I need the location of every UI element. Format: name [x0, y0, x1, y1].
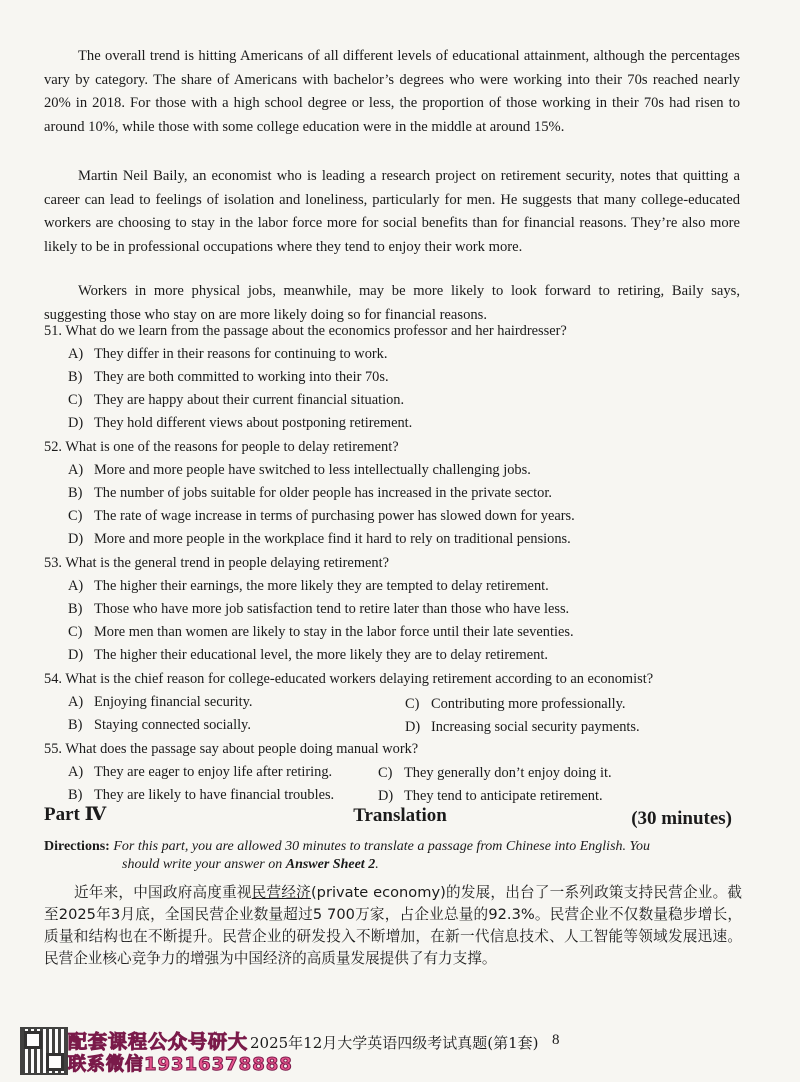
qr-code-icon	[20, 1027, 68, 1075]
question-51-option-d[interactable]: D) They hold different views about postponing retirement.	[68, 415, 413, 431]
watermark-line-1: 配套课程公众号研大	[68, 1031, 249, 1053]
question-55-option-b[interactable]: B) They are likely to have financial troubles.	[68, 787, 335, 803]
underlined-term: 民营经济	[251, 884, 311, 901]
translation-passage: 近年来，中国政府高度重视民营经济(private economy)的发展，出台了一系列政策支持民营企业。截至2025年3月底，全国民营企业数量超过5 700万家，占企业总量的92.3%。民营企业不仅数量稳步增长，质量和结构也在不断提升。民营企业的研发投入不断增加，在新一代信息技术、人工智能等领域发展迅速。民营企业核心竞争力的增强为中国经济的高质量发展提供了有力支撑。	[44, 884, 742, 967]
question-55-stem: 55. What does the passage say about people doing manual work?	[44, 741, 419, 757]
part-time-limit: (30 minutes)	[631, 808, 732, 829]
question-53-option-d[interactable]: D) The higher their educational level, the more likely they are to delay retirement.	[68, 647, 548, 663]
directions-label: Directions:	[44, 839, 110, 854]
passage-paragraph-2: Martin Neil Baily, an economist who is leading a research project on retirement security, notes that quitting a career can lead to feelings of isolation and loneliness, particularly for men. He suggests that many college-educated workers are choosing to stay in the labor force more for social benefits than for financial reasons. They’re also more likely to be in professional occupations where they tend to enjoy their work more.	[44, 168, 740, 255]
question-52-option-b[interactable]: B) The number of jobs suitable for older people has increased in the private sector.	[68, 485, 552, 501]
question-55-option-d[interactable]: D) They tend to anticipate retirement.	[378, 788, 603, 804]
question-53-stem: 53. What is the general trend in people delaying retirement?	[44, 555, 389, 571]
watermark-line-2: 联系微信19316378888	[68, 1054, 293, 1075]
question-52-option-a[interactable]: A) More and more people have switched to less intellectually challenging jobs.	[68, 462, 531, 478]
question-55-option-c[interactable]: C) They generally don’t enjoy doing it.	[378, 765, 612, 781]
question-54-stem: 54. What is the chief reason for college-educated workers delaying retirement according to an economist?	[44, 671, 654, 687]
directions	[44, 836, 744, 857]
question-51-option-b[interactable]: B) They are both committed to working into their 70s.	[68, 369, 389, 385]
question-52-stem: 52. What is one of the reasons for people to delay retirement?	[44, 439, 399, 455]
question-53-option-a[interactable]: A) The higher their earnings, the more likely they are tempted to delay retirement.	[68, 578, 549, 594]
question-51-option-a[interactable]: A) They differ in their reasons for continuing to work.	[68, 346, 388, 362]
question-54-option-a[interactable]: A) Enjoying financial security.	[68, 694, 253, 710]
question-52-option-d[interactable]: D) More and more people in the workplace find it hard to rely on traditional pensions.	[68, 531, 571, 547]
directions-text: For this part, you are allowed 30 minutes to translate a passage from Chinese into English. You	[113, 839, 651, 854]
question-53-option-b[interactable]: B) Those who have more job satisfaction tend to retire later than those who have less.	[68, 601, 570, 617]
question-54-option-d[interactable]: D) Increasing social security payments.	[405, 719, 640, 735]
question-54-option-c[interactable]: C) Contributing more professionally.	[405, 696, 626, 712]
question-53-option-c[interactable]: C) More men than women are likely to stay in the labor force until their late seventies.	[68, 624, 574, 640]
question-54-option-b[interactable]: B) Staying connected socially.	[68, 717, 251, 733]
footer-caption: 2025年12月大学英语四级考试真题(第1套)	[250, 1034, 539, 1052]
question-55-option-a[interactable]: A) They are eager to enjoy life after retiring.	[68, 764, 333, 780]
question-51-option-c[interactable]: C) They are happy about their current financial situation.	[68, 392, 405, 408]
directions-line-2: should write your answer on Answer Sheet 2.	[122, 857, 379, 872]
passage-paragraph-1: The overall trend is hitting Americans of all different levels of educational attainment, although the percentages vary by category. The share of Americans with bachelor’s degrees who were working into their 70s reached nearly 20% in 2018. For those with a high school degree or less, the proportion of those working in their 70s had risen to around 10%, while those with some college education were in the middle at around 15%.	[44, 48, 740, 135]
question-52-option-c[interactable]: C) The rate of wage increase in terms of purchasing power has slowed down for years.	[68, 508, 575, 524]
question-51-stem: 51. What do we learn from the passage about the economics professor and her hairdresser?	[44, 323, 567, 339]
page-number: 8	[552, 1032, 560, 1048]
passage-paragraph-3: Workers in more physical jobs, meanwhile, may be more likely to look forward to retiring, Baily says, suggesting those who stay on are more likely doing so for financial reasons.	[44, 283, 740, 323]
part-title: Translation	[353, 805, 447, 826]
part-number: Part Ⅳ	[44, 804, 107, 825]
